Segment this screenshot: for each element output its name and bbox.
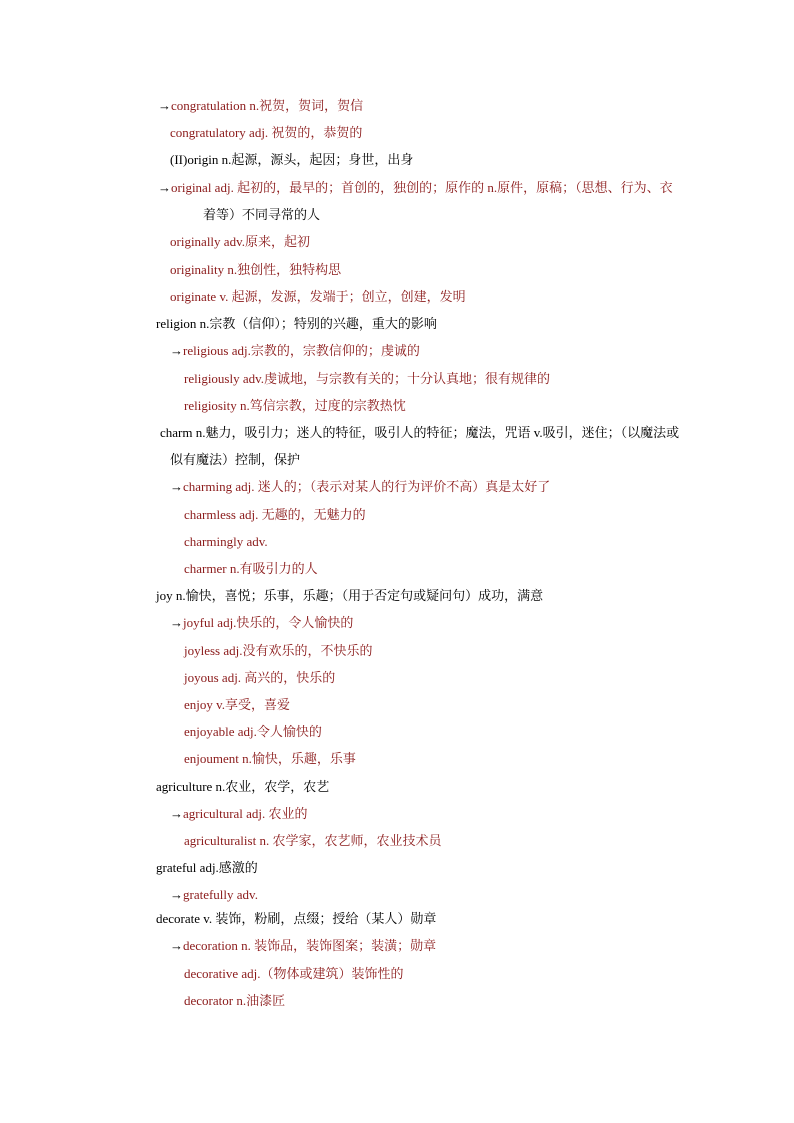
- entry-line: agriculturalist n. 农学家，农艺师，农业技术员: [184, 833, 442, 848]
- arrow-icon: →: [170, 887, 183, 902]
- entry-line: originally adv.原来，起初: [170, 234, 310, 249]
- entry-line: →joyful adj.快乐的，令人愉快的: [170, 615, 354, 630]
- entry-line: congratulatory adj. 祝贺的，恭贺的: [170, 125, 363, 140]
- entry-line: 似有魔法）控制，保护: [170, 452, 301, 467]
- arrow-icon: →: [170, 479, 183, 494]
- entry-line: →decoration n. 装饰品，装饰图案；装潢；勋章: [170, 938, 437, 953]
- entry-line: decorative adj.（物体或建筑）装饰性的: [184, 966, 404, 981]
- entry-line: →religious adj.宗教的，宗教信仰的；虔诚的: [170, 343, 420, 358]
- entry-line: enjoy v.享受，喜爱: [184, 697, 291, 712]
- entry-line: enjoument n.愉快，乐趣，乐事: [184, 751, 356, 766]
- entry-line: agriculture n.农业，农学，农艺: [156, 779, 330, 794]
- entry-line: charm n.魅力，吸引力；迷人的特征，吸引人的特征；魔法，咒语 v.吸引，迷住；（以魔法或: [160, 425, 680, 440]
- entry-line: →original adj. 起初的，最早的；首创的，独创的；原作的 n.原件，原稿；（思想、行为、衣: [158, 180, 673, 195]
- arrow-icon: →: [170, 806, 183, 821]
- arrow-icon: →: [158, 180, 171, 195]
- entry-line: charmingly adv.: [184, 534, 268, 549]
- entry-line: →congratulation n.祝贺，贺词，贺信: [158, 98, 364, 113]
- entry-line: joyless adj.没有欢乐的，不快乐的: [184, 643, 373, 658]
- entry-line: →charming adj. 迷人的；（表示对某人的行为评价不高）真是太好了: [170, 479, 551, 494]
- entry-line: charmless adj. 无趣的，无魅力的: [184, 507, 366, 522]
- entry-line: religiously adv.虔诚地，与宗教有关的；十分认真地；很有规律的: [184, 371, 551, 386]
- entry-line: →agricultural adj. 农业的: [170, 806, 308, 821]
- entry-line: charmer n.有吸引力的人: [184, 561, 318, 576]
- entry-line: joy n.愉快，喜悦；乐事，乐趣；（用于否定句或疑问句）成功，满意: [156, 588, 544, 603]
- entry-line: religion n.宗教（信仰）；特别的兴趣，重大的影响: [156, 316, 437, 331]
- entry-line: enjoyable adj.令人愉快的: [184, 724, 322, 739]
- entry-line: grateful adj.感激的: [156, 860, 258, 875]
- entry-line: originality n.独创性，独特构思: [170, 262, 342, 277]
- entry-line: joyous adj. 高兴的，快乐的: [184, 670, 336, 685]
- entry-line: decorate v. 装饰，粉刷，点缀；授给（某人）勋章: [156, 911, 437, 926]
- arrow-icon: →: [170, 938, 183, 953]
- entry-line: originate v. 起源，发源，发端于；创立，创建，发明: [170, 289, 466, 304]
- entry-line: (II)origin n.起源，源头，起因；身世，出身: [170, 152, 414, 167]
- arrow-icon: →: [170, 343, 183, 358]
- entry-line: decorator n.油漆匠: [184, 993, 286, 1008]
- entry-line: religiosity n.笃信宗教，过度的宗教热忱: [184, 398, 406, 413]
- arrow-icon: →: [170, 615, 183, 630]
- entry-line: →gratefully adv.: [170, 887, 258, 902]
- entry-line: 着等）不同寻常的人: [203, 207, 321, 222]
- arrow-icon: →: [158, 98, 171, 113]
